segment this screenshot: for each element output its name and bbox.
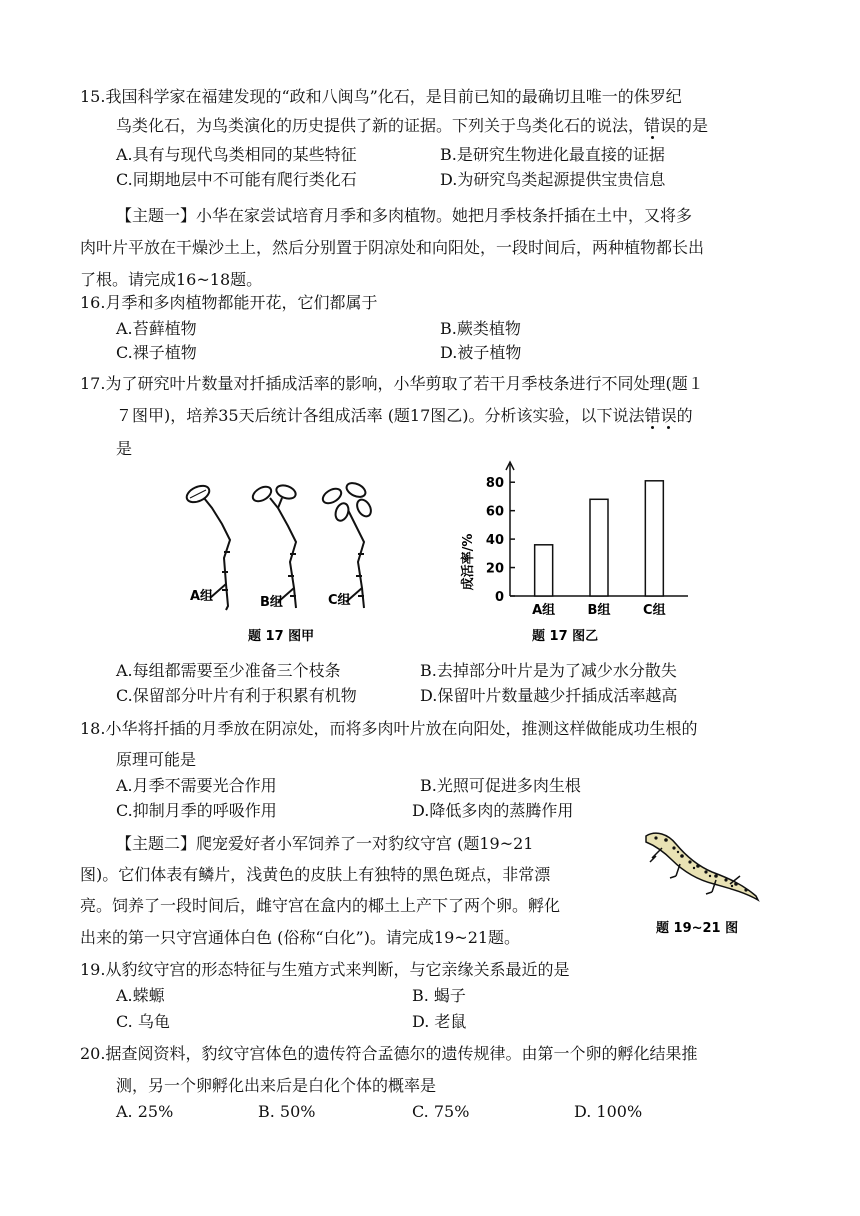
q17-line-2-d: 的 [676, 406, 693, 425]
chart-x-labels [532, 602, 665, 618]
fig17a-label-a: A组 [190, 589, 214, 604]
q18-option-c: C.抑制月季的呼吸作用 [116, 801, 277, 820]
q17-option-b: B.去掉部分叶片是为了减少水分散失 [420, 661, 677, 680]
q17-emphasis-wu: 误 [660, 406, 677, 425]
q15-line-2-c: 误的是 [660, 116, 709, 135]
gecko-illustration [646, 833, 758, 900]
chart-y-tick-label: 40 [485, 533, 504, 549]
q19-option-a: A.蝾螈 [116, 986, 165, 1005]
q15-line-2 [116, 115, 708, 137]
chart-bars [535, 481, 664, 596]
q20-line-1: 20.据查阅资料，豹纹守宫体色的遗传符合孟德尔的遗传规律。由第一个卵的孵化结果推 [80, 1044, 698, 1063]
q15-line-1: 15.我国科学家在福建发现的“政和八闽鸟”化石，是目前已知的最确切且唯一的侏罗纪 [80, 87, 682, 106]
chart-y-tick-label: 0 [494, 590, 504, 605]
chart-y-tick-label: 60 [485, 504, 504, 520]
q20-option-a: A. 25% [116, 1102, 174, 1121]
chart-caption: 题 17 图乙 [532, 629, 599, 644]
chart-y-tick-label: 20 [485, 561, 504, 577]
gecko-figure [632, 826, 772, 936]
q20-line-2: 测，另一个卵孵化出来后是白化个体的概率是 [116, 1076, 437, 1095]
q16-option-a: A.苔藓植物 [116, 319, 197, 338]
q17-line-2-a: ７图甲)，培养35天后统计各组成活率 (题17图乙)。分析该实验，以下说法 [116, 406, 645, 425]
q18-line-2: 原理可能是 [116, 750, 197, 769]
q18-line-1: 18.小华将扦插的月季放在阴凉处，而将多肉叶片放在向阳处，推测这样做能成功生根的 [80, 719, 698, 738]
fig17a-caption: 题 17 图甲 [248, 629, 315, 644]
chart-bar-3 [645, 481, 663, 596]
cutting-b [250, 483, 297, 608]
q18-option-a: A.月季不需要光合作用 [116, 776, 277, 795]
q15-line-2-a: 鸟类化石，为鸟类演化的历史提供了新的证据。下列关于鸟类化石的说法， [116, 116, 645, 135]
q16-option-b: B.蕨类植物 [440, 319, 521, 338]
chart-bar-2 [590, 499, 608, 596]
q19-option-c: C. 乌龟 [116, 1012, 170, 1031]
q17-option-a: A.每组都需要至少准备三个枝条 [116, 661, 341, 680]
q15-option-b: B.是研究生物进化最直接的证据 [440, 145, 665, 164]
q19-option-d: D. 老鼠 [412, 1012, 467, 1031]
q20-option-c: C. 75% [412, 1102, 470, 1121]
theme2-line-1: 【主题二】爬宠爱好者小军饲养了一对豹纹守宫 (题19~21 [116, 834, 534, 853]
theme2-line-4: 出来的第一只守宫通体白色 (俗称“白化”)。请完成19~21题。 [80, 928, 521, 947]
figure-17b-chart [448, 458, 698, 648]
q17-line-3: 是 [116, 439, 133, 458]
fig17a-label-c: C组 [328, 593, 351, 608]
q16-stem: 16.月季和多肉植物都能开花，它们都属于 [80, 293, 378, 312]
chart-x-tick-label: A组 [532, 603, 556, 618]
q15-option-a: A.具有与现代鸟类相同的某些特征 [116, 145, 357, 164]
gecko-caption: 题 19~21 图 [656, 921, 739, 936]
q19-option-b: B. 蝎子 [412, 986, 466, 1005]
q17-option-d: D.保留叶片数量越少扦插成活率越高 [420, 686, 678, 705]
q17-line-1: 17.为了研究叶片数量对扦插成活率的影响，小华剪取了若干月季枝条进行不同处理(题１ [80, 374, 704, 393]
q15-emphasis-cuo: 错 [644, 116, 661, 135]
q17-line-2 [116, 405, 693, 427]
theme2-line-2: 图)。它们体表有鳞片，浅黄色的皮肤上有独特的黑色斑点，非常漂 [80, 865, 551, 884]
chart-bar-1 [535, 545, 553, 596]
q19-stem: 19.从豹纹守宫的形态特征与生殖方式来判断，与它亲缘关系最近的是 [80, 960, 570, 979]
q20-option-d: D. 100% [574, 1102, 643, 1121]
chart-x-tick-label: B组 [587, 603, 611, 618]
cutting-c [320, 480, 373, 608]
q20-option-b: B. 50% [258, 1102, 316, 1121]
chart-y-axis-label: 成活率/% [461, 533, 476, 591]
theme1-line-1: 【主题一】小华在家尝试培育月季和多肉植物。她把月季枝条扦插在土中，又将多 [116, 206, 693, 225]
theme2-line-3: 亮。饲养了一段时间后，雌守宫在盒内的椰土上产下了两个卵。孵化 [80, 896, 561, 915]
q15-option-d: D.为研究鸟类起源提供宝贵信息 [440, 170, 666, 189]
theme1-line-2: 肉叶片平放在干燥沙土上，然后分别置于阴凉处和向阳处，一段时间后，两种植物都长出 [80, 238, 705, 257]
q16-option-c: C.裸子植物 [116, 343, 197, 362]
q16-option-d: D.被子植物 [440, 343, 522, 362]
chart-y-tick-label: 80 [485, 476, 504, 492]
theme1-line-3: 了根。请完成16~18题。 [80, 270, 263, 289]
q18-option-b: B.光照可促进多肉生根 [420, 776, 581, 795]
q15-option-c: C.同期地层中不可能有爬行类化石 [116, 170, 357, 189]
fig17a-label-b: B组 [260, 595, 283, 610]
q18-option-d: D.降低多肉的蒸腾作用 [412, 801, 574, 820]
q17-emphasis-cuo: 错 [644, 406, 661, 425]
q17-option-c: C.保留部分叶片有利于积累有机物 [116, 686, 357, 705]
figure-17a-cuttings [170, 478, 400, 648]
chart-x-tick-label: C组 [643, 603, 666, 618]
